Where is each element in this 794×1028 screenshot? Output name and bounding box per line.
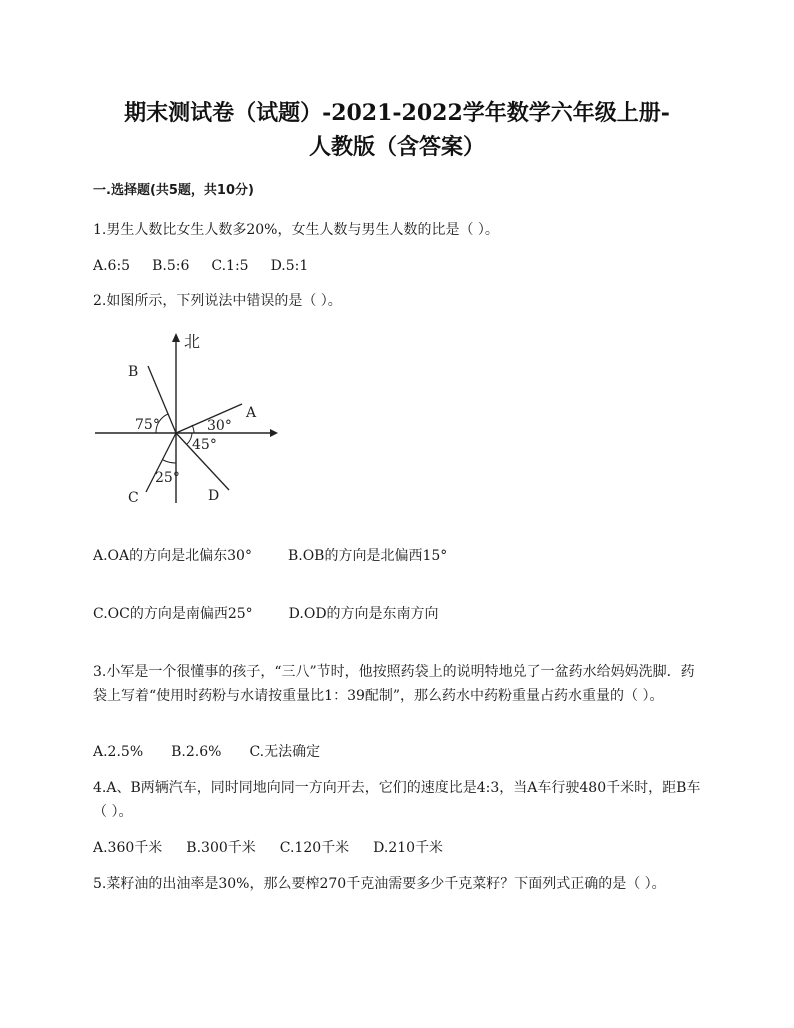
question-3-options	[93, 742, 320, 762]
question-2-option-c: C.OC的方向是南偏西25°	[93, 606, 253, 622]
north-arrow-icon	[172, 333, 180, 342]
question-3-stem: 3.小军是一个很懂事的孩子，“三八”节时，他按照药袋上的说明特地兑了一盆药水给妈妈洗脚．药袋上写着“使用时药粉与水请按重量比1：39配制”，那么药水中药粉重量占药水重量的（ ）。	[93, 664, 695, 704]
question-1-option-d: D.5:1	[270, 258, 309, 274]
exam-title-line-2: 人教版（含答案）	[308, 134, 485, 160]
angle-label-75: 75°	[135, 417, 160, 433]
angle-label-25: 25°	[155, 470, 180, 486]
question-3-option-a: A.2.5%	[93, 744, 144, 760]
direction-diagram	[92, 328, 282, 512]
question-2-options-row-2	[93, 604, 439, 624]
question-2-stem: 2.如图所示，下列说法中错误的是（ ）。	[93, 293, 342, 309]
question-1-option-c: C.1:5	[211, 258, 249, 274]
angle-label-30: 30°	[207, 418, 232, 434]
question-4-option-b: B.300千米	[186, 840, 256, 856]
question-4-option-a: A.360千米	[93, 840, 163, 856]
question-2-option-d: D.OD的方向是东南方向	[288, 606, 439, 622]
question-1-option-b: B.5:6	[152, 258, 190, 274]
label-d: D	[208, 488, 220, 504]
east-arrow-icon	[270, 429, 278, 437]
question-5-stem: 5.菜籽油的出油率是30%，那么要榨270千克油需要多少千克菜籽？下面列式正确的是（ ）。	[93, 876, 666, 892]
exam-title-line-1: 期末测试卷（试题）-2021-2022学年数学六年级上册-	[124, 100, 670, 126]
question-2-option-a: A.OA的方向是北偏东30°	[93, 548, 252, 564]
north-label: 北	[184, 332, 201, 351]
question-4-option-d: D.210千米	[373, 840, 444, 856]
question-1-stem: 1.男生人数比女生人数多20%，女生人数与男生人数的比是（ ）。	[93, 222, 499, 238]
question-3-option-b: B.2.6%	[171, 744, 222, 760]
angle-label-45: 45°	[192, 437, 217, 453]
arc-25	[163, 460, 176, 463]
question-2-option-b: B.OB的方向是北偏西15°	[287, 548, 448, 564]
label-b: B	[128, 364, 139, 380]
label-c: C	[128, 490, 139, 506]
question-1-option-a: A.6:5	[93, 258, 131, 274]
question-4-option-c: C.120千米	[279, 840, 350, 856]
label-a: A	[246, 405, 257, 421]
arc-30	[192, 425, 194, 433]
section-heading: 一.选择题(共5题，共10分)	[93, 183, 254, 198]
question-1-options	[93, 256, 308, 276]
question-2-options-row-1	[93, 546, 447, 566]
question-4-options	[93, 838, 443, 858]
question-4-stem: 4.A、B两辆汽车，同时同地向同一方向开去，它们的速度比是4:3，当A车行驶480千米时，距B车（ ）。	[93, 780, 701, 820]
question-3-option-c: C.无法确定	[249, 744, 321, 760]
